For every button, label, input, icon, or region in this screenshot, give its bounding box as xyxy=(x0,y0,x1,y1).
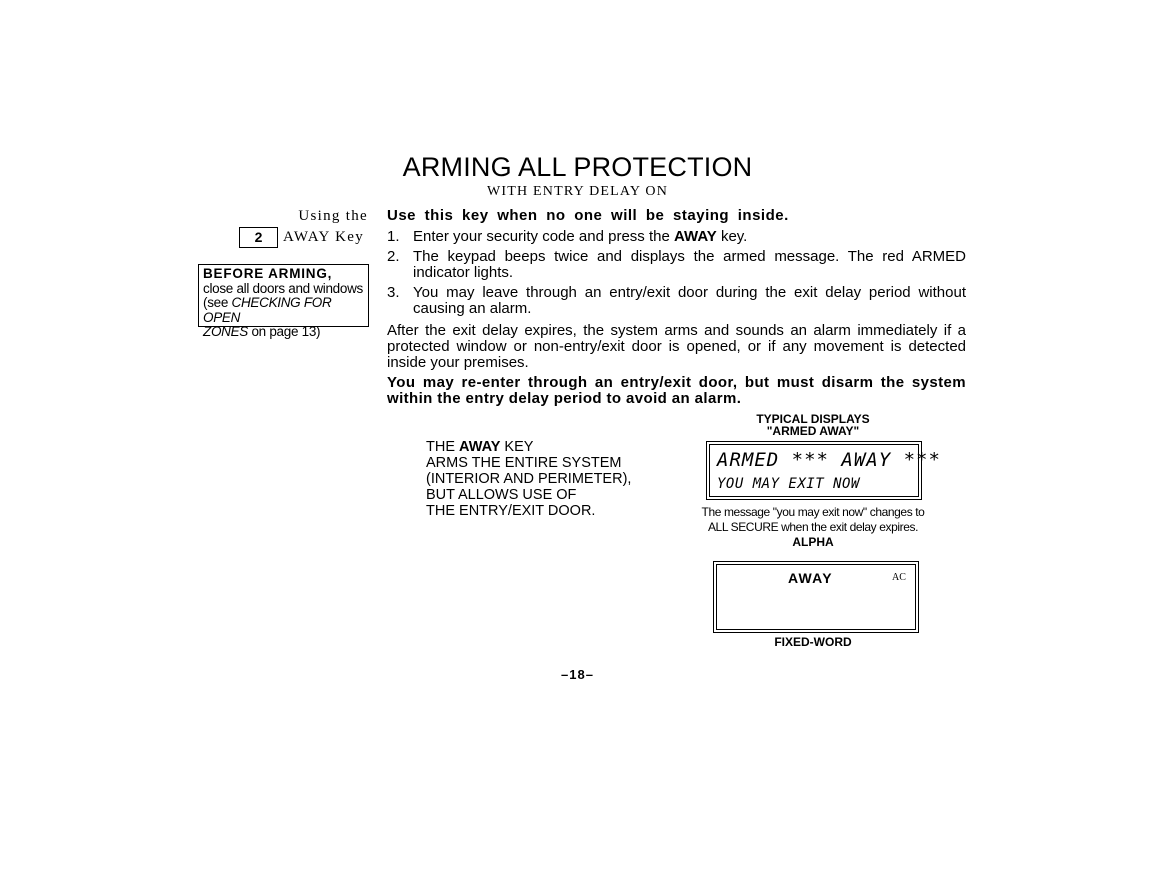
fixed-word-display-label: FIXED-WORD xyxy=(774,635,852,649)
fixed-word-ac-indicator: AC xyxy=(892,572,906,583)
exit-message-note-line1: The message "you may exit now" changes to xyxy=(701,505,925,519)
alpha-display-screen xyxy=(709,444,941,497)
before-arming-line1: close all doors and windows xyxy=(203,280,363,296)
away-desc-line4: BUT ALLOWS USE OF xyxy=(426,487,577,503)
page-title: ARMING ALL PROTECTION xyxy=(402,152,753,182)
step-item xyxy=(387,285,966,317)
before-arming-see: (see xyxy=(203,295,232,310)
step-number: 3. xyxy=(387,284,400,301)
before-arming-link-part2: ZONES xyxy=(203,324,249,339)
step-text: Enter your security code and press the AWAY key. xyxy=(413,228,748,245)
sidebar-using-the: Using the xyxy=(298,208,368,224)
before-arming-page-ref: on page 13) xyxy=(248,324,321,339)
alpha-display-line2: YOU MAY EXIT NOW xyxy=(717,476,860,492)
exit-message-note xyxy=(690,505,936,535)
step-item xyxy=(387,229,966,245)
steps-list xyxy=(387,229,966,321)
away-key-description xyxy=(426,439,666,519)
page-number: –18– xyxy=(561,667,594,682)
fixed-word-display-panel xyxy=(713,561,919,633)
step-away-keyword: AWAY xyxy=(673,228,717,245)
away-desc-line1: THE AWAY KEY xyxy=(426,439,534,455)
before-arming-line2 xyxy=(203,296,368,325)
typical-displays-subtitle: "ARMED AWAY" xyxy=(766,424,860,438)
before-arming-line3 xyxy=(203,325,368,340)
away-desc-keyword: AWAY xyxy=(459,439,501,455)
sidebar-away-key: AWAY Key xyxy=(283,229,364,245)
step-number: 1. xyxy=(387,228,400,245)
before-arming-heading: BEFORE ARMING, xyxy=(203,266,333,281)
step-item xyxy=(387,249,966,281)
away-desc-line5: THE ENTRY/EXIT DOOR. xyxy=(426,503,596,519)
step-number: 2. xyxy=(387,248,400,265)
before-arming-link-part1: CHECKING FOR OPEN xyxy=(203,295,332,325)
typical-displays-title: TYPICAL DISPLAYS xyxy=(756,412,870,426)
typical-displays-heading xyxy=(700,413,926,437)
lead-instruction: Use this key when no one will be staying inside. xyxy=(387,207,789,224)
step-text: You may leave through an entry/exit door during the exit delay period without causing an alarm. xyxy=(413,284,966,317)
alpha-display-line1: ARMED *** AWAY *** xyxy=(717,449,941,471)
step-text: The keypad beeps twice and displays the armed message. The red ARMED indicator lights. xyxy=(413,248,966,281)
fixed-word-display-screen xyxy=(716,564,916,630)
after-exit-delay-paragraph: After the exit delay expires, the system arms and sounds an alarm immediately if a protected window or non-entry/exit door is opened, or if any movement is detected inside your premises. xyxy=(387,322,966,371)
exit-message-note-line2: ALL SECURE when the exit delay expires. xyxy=(707,520,919,534)
page-subtitle: WITH ENTRY DELAY ON xyxy=(486,184,669,199)
away-desc-line3: (INTERIOR AND PERIMETER), xyxy=(426,471,632,487)
reenter-warning: You may re-enter through an entry/exit door, but must disarm the system within the entry delay period to avoid an alarm. xyxy=(387,374,966,407)
away-key-number: 2 xyxy=(239,227,278,248)
away-desc-line2: ARMS THE ENTIRE SYSTEM xyxy=(426,455,622,471)
fixed-word-away-indicator: AWAY xyxy=(788,570,833,586)
alpha-display-label: ALPHA xyxy=(792,535,834,549)
before-arming-note xyxy=(198,264,369,339)
alpha-display-panel xyxy=(706,441,941,500)
